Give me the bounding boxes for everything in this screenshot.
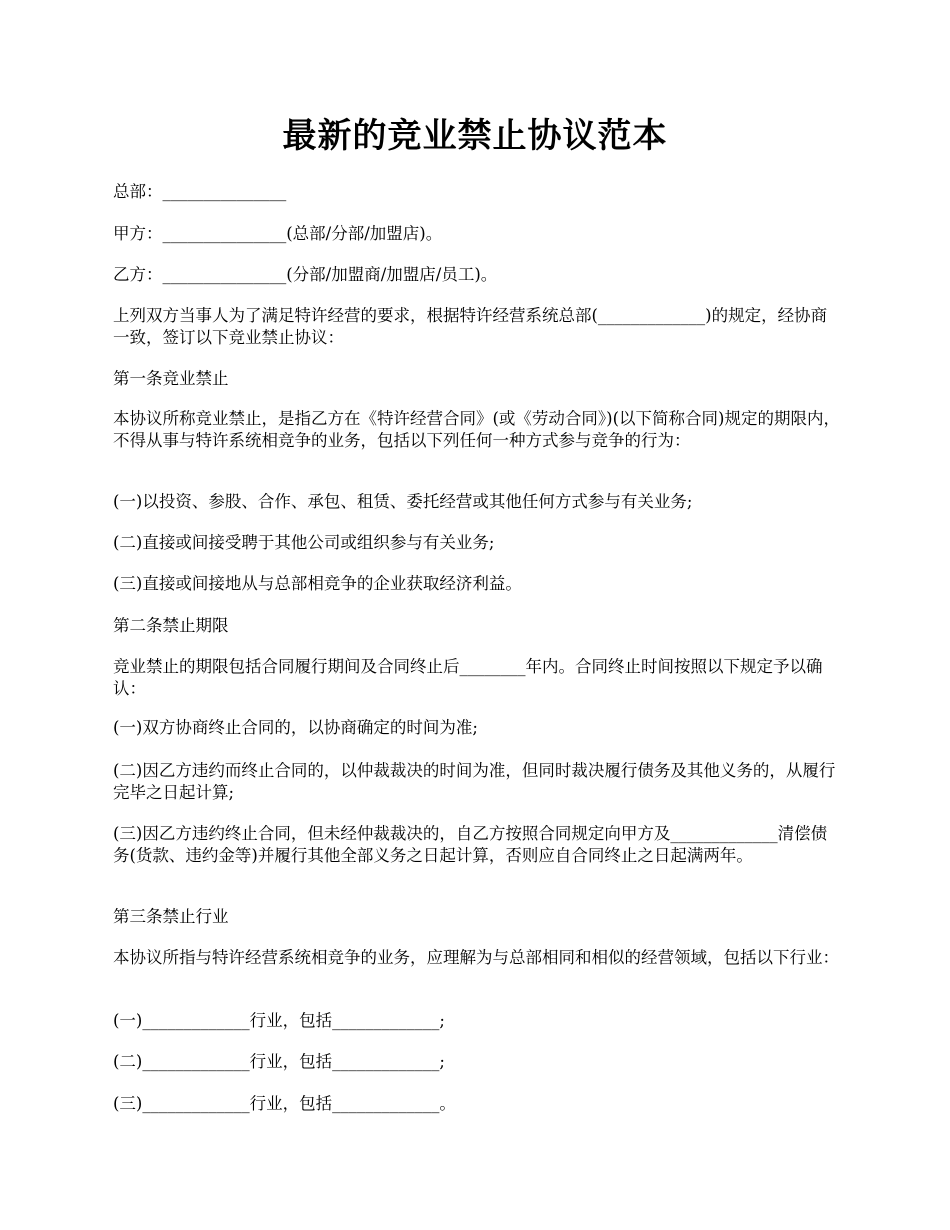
list-item-article-2-2: (二)因乙方违约而终止合同的，以仲裁裁决的时间为准，但同时裁决履行债务及其他义务的，从履行完毕之日起计算; [113, 761, 836, 802]
list-item-article-1-3: (三)直接或间接地从与总部相竞争的企业获取经济利益。 [113, 574, 522, 593]
paragraph-party-a: 甲方：_______________(总部/分部/加盟店)。 [113, 224, 443, 243]
section-heading-article-2: 第二条禁止期限 [113, 616, 229, 635]
paragraph-headquarters: 总部：_______________ [113, 182, 287, 201]
list-item-article-1-2: (二)直接或间接受聘于其他公司或组织参与有关业务; [113, 533, 495, 552]
paragraph-article-3-body: 本协议所指与特许经营系统相竞争的业务，应理解为与总部相同和相似的经营领域，包括以下行业： [113, 948, 839, 967]
paragraph-article-1-body: 本协议所称竞业禁止，是指乙方在《特许经营合同》(或《劳动合同》)(以下简称合同)规定的期限内，不得从事与特许系统相竞争的业务，包括以下列任何一种方式参与竞争的行为： [113, 409, 840, 450]
section-heading-article-3: 第三条禁止行业 [113, 907, 229, 926]
paragraph-preamble: 上列双方当事人为了满足特许经营的要求，根据特许经营系统总部(_____________)的规定，经协商一致，签订以下竞业禁止协议： [113, 306, 828, 347]
document-title: 最新的竞业禁止协议范本 [282, 116, 668, 156]
paragraph-article-2-body: 竞业禁止的期限包括合同履行期间及合同终止后________年内。合同终止时间按照以下规定予以确认： [113, 657, 823, 698]
list-item-article-3-1: (一)_____________行业，包括_____________; [113, 1011, 445, 1030]
list-item-article-2-3: (三)因乙方违约终止合同，但未经仲裁裁决的，自乙方按照合同规定向甲方及_____________清偿债务(货款、违约金等)并履行其他全部义务之日起计算，否则应自合同终止之日起满两年。 [113, 824, 828, 865]
section-heading-article-1: 第一条竞业禁止 [113, 369, 229, 388]
list-item-article-1-1: (一)以投资、参股、合作、承包、租赁、委托经营或其他任何方式参与有关业务; [113, 492, 693, 511]
list-item-article-3-3: (三)_____________行业，包括_____________。 [113, 1094, 456, 1113]
list-item-article-3-2: (二)_____________行业，包括_____________; [113, 1052, 445, 1071]
list-item-article-2-1: (一)双方协商终止合同的，以协商确定的时间为准; [113, 718, 478, 737]
paragraph-party-b: 乙方：_______________(分部/加盟商/加盟店/员工)。 [113, 265, 498, 284]
